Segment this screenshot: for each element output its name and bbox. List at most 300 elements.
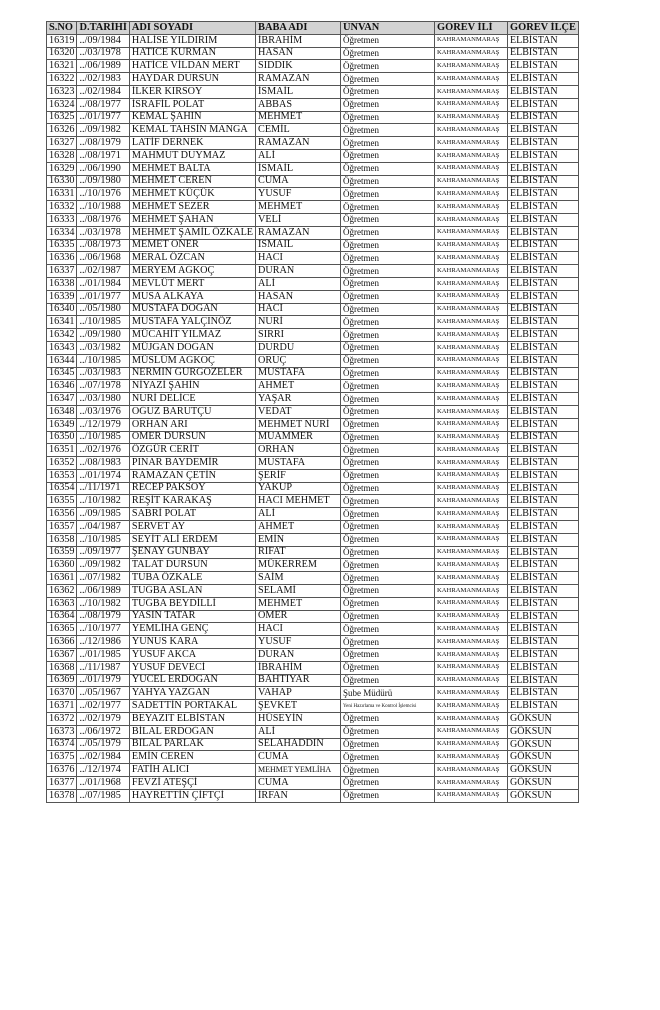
cell-duty-province: KAHRAMANMARAŞ (435, 597, 508, 610)
cell-full-name: MEHMET BALTA (129, 162, 255, 175)
cell-title: Öğretmen (341, 213, 435, 226)
cell-father-name: HACI (256, 623, 341, 636)
cell-title: Öğretmen (341, 380, 435, 393)
cell-father-name: DURDU (256, 341, 341, 354)
cell-title: Öğretmen (341, 469, 435, 482)
cell-sno: 16371 (47, 700, 77, 713)
cell-full-name: YEMLİHA GENÇ (129, 623, 255, 636)
cell-duty-district: ELBİSTAN (508, 111, 579, 124)
cell-sno: 16319 (47, 34, 77, 47)
cell-title: Öğretmen (341, 482, 435, 495)
cell-father-name: HÜSEYİN (256, 713, 341, 726)
cell-duty-district: ELBİSTAN (508, 623, 579, 636)
cell-birth-date: ../09/1984 (77, 34, 129, 47)
cell-title: Öğretmen (341, 277, 435, 290)
cell-duty-district: ELBİSTAN (508, 649, 579, 662)
cell-birth-date: ../08/1979 (77, 610, 129, 623)
cell-full-name: KEMAL ŞAHİN (129, 111, 255, 124)
cell-birth-date: ../11/1987 (77, 661, 129, 674)
cell-sno: 16376 (47, 764, 77, 777)
header-sno: S.NO (47, 22, 77, 35)
header-duty-district: GÖREV İLÇE (508, 22, 579, 35)
cell-duty-district: ELBİSTAN (508, 585, 579, 598)
cell-father-name: MEHMET YEMLİHA (256, 764, 341, 777)
cell-title: Öğretmen (341, 137, 435, 150)
cell-sno: 16350 (47, 431, 77, 444)
cell-father-name: YUSUF (256, 188, 341, 201)
cell-full-name: TUBA ÖZKALE (129, 572, 255, 585)
cell-sno: 16320 (47, 47, 77, 60)
cell-title: Öğretmen (341, 789, 435, 802)
cell-duty-district: ELBİSTAN (508, 444, 579, 457)
cell-title: Öğretmen (341, 252, 435, 265)
cell-sno: 16346 (47, 380, 77, 393)
cell-father-name: RAMAZAN (256, 137, 341, 150)
cell-father-name: İBRAHİM (256, 661, 341, 674)
cell-duty-district: ELBİSTAN (508, 661, 579, 674)
table-row (47, 111, 579, 124)
table-row (47, 713, 579, 726)
cell-duty-district: ELBİSTAN (508, 329, 579, 342)
cell-title: Öğretmen (341, 597, 435, 610)
cell-sno: 16345 (47, 367, 77, 380)
cell-title: Öğretmen (341, 405, 435, 418)
cell-father-name: RİFAT (256, 546, 341, 559)
table-row (47, 149, 579, 162)
cell-full-name: SEYİT ALİ ERDEM (129, 533, 255, 546)
cell-birth-date: ../01/1974 (77, 469, 129, 482)
cell-full-name: PINAR BAYDEMİR (129, 457, 255, 470)
cell-birth-date: ../05/1980 (77, 303, 129, 316)
cell-sno: 16340 (47, 303, 77, 316)
cell-title: Öğretmen (341, 610, 435, 623)
table-row (47, 751, 579, 764)
cell-duty-district: ELBİSTAN (508, 559, 579, 572)
cell-father-name: MUSTAFA (256, 457, 341, 470)
cell-duty-province: KAHRAMANMARAŞ (435, 213, 508, 226)
table-row (47, 175, 579, 188)
cell-duty-district: ELBİSTAN (508, 303, 579, 316)
cell-birth-date: ../03/1978 (77, 226, 129, 239)
cell-title: Öğretmen (341, 162, 435, 175)
cell-birth-date: ../02/1976 (77, 444, 129, 457)
cell-duty-province: KAHRAMANMARAŞ (435, 175, 508, 188)
table-row (47, 789, 579, 802)
cell-father-name: ORUÇ (256, 354, 341, 367)
cell-duty-district: ELBİSTAN (508, 188, 579, 201)
cell-sno: 16327 (47, 137, 77, 150)
table-row (47, 559, 579, 572)
cell-full-name: EMİN CEREN (129, 751, 255, 764)
cell-duty-district: ELBİSTAN (508, 354, 579, 367)
cell-birth-date: ../08/1973 (77, 239, 129, 252)
cell-duty-province: KAHRAMANMARAŞ (435, 316, 508, 329)
table-row (47, 367, 579, 380)
cell-birth-date: ../06/1990 (77, 162, 129, 175)
cell-birth-date: ../08/1971 (77, 149, 129, 162)
cell-birth-date: ../10/1985 (77, 316, 129, 329)
cell-duty-district: GÖKSUN (508, 764, 579, 777)
cell-sno: 16337 (47, 265, 77, 278)
cell-father-name: EMİN (256, 533, 341, 546)
cell-duty-district: ELBİSTAN (508, 495, 579, 508)
cell-sno: 16364 (47, 610, 77, 623)
cell-title: Öğretmen (341, 636, 435, 649)
cell-title: Öğretmen (341, 649, 435, 662)
cell-birth-date: ../09/1985 (77, 508, 129, 521)
table-row (47, 265, 579, 278)
cell-sno: 16352 (47, 457, 77, 470)
cell-father-name: HACI MEHMET (256, 495, 341, 508)
cell-duty-district: ELBİSTAN (508, 239, 579, 252)
cell-duty-province: KAHRAMANMARAŞ (435, 521, 508, 534)
cell-duty-district: ELBİSTAN (508, 674, 579, 687)
cell-father-name: SELAMİ (256, 585, 341, 598)
cell-title: Öğretmen (341, 341, 435, 354)
cell-duty-district: GÖKSUN (508, 713, 579, 726)
cell-birth-date: ../02/1987 (77, 265, 129, 278)
cell-father-name: YAŞAR (256, 393, 341, 406)
cell-duty-district: ELBİSTAN (508, 482, 579, 495)
cell-full-name: MEMET ÖNER (129, 239, 255, 252)
cell-full-name: TALAT DURSUN (129, 559, 255, 572)
cell-sno: 16339 (47, 290, 77, 303)
table-row (47, 354, 579, 367)
cell-birth-date: ../12/1979 (77, 418, 129, 431)
cell-birth-date: ../01/1979 (77, 674, 129, 687)
cell-title: Öğretmen (341, 239, 435, 252)
header-birth-date: D.TARİHİ (77, 22, 129, 35)
cell-birth-date: ../03/1983 (77, 367, 129, 380)
cell-birth-date: ../02/1983 (77, 73, 129, 86)
table-row (47, 380, 579, 393)
cell-duty-province: KAHRAMANMARAŞ (435, 738, 508, 751)
table-row (47, 597, 579, 610)
cell-birth-date: ../10/1977 (77, 623, 129, 636)
cell-birth-date: ../01/1984 (77, 277, 129, 290)
cell-full-name: RECEP PAKSOY (129, 482, 255, 495)
cell-title: Öğretmen (341, 226, 435, 239)
cell-full-name: YUSUF DEVECİ (129, 661, 255, 674)
cell-duty-district: ELBİSTAN (508, 149, 579, 162)
cell-father-name: AHMET (256, 521, 341, 534)
cell-duty-province: KAHRAMANMARAŞ (435, 508, 508, 521)
cell-duty-district: ELBİSTAN (508, 226, 579, 239)
cell-sno: 16331 (47, 188, 77, 201)
cell-duty-district: GÖKSUN (508, 738, 579, 751)
cell-father-name: İSMAİL (256, 162, 341, 175)
cell-father-name: ALİ (256, 277, 341, 290)
cell-duty-district: GÖKSUN (508, 789, 579, 802)
cell-sno: 16361 (47, 572, 77, 585)
cell-sno: 16330 (47, 175, 77, 188)
cell-title: Öğretmen (341, 764, 435, 777)
cell-father-name: CEMİL (256, 124, 341, 137)
cell-duty-district: ELBİSTAN (508, 85, 579, 98)
cell-title: Öğretmen (341, 751, 435, 764)
cell-birth-date: ../10/1985 (77, 354, 129, 367)
personnel-table (46, 21, 579, 803)
cell-full-name: NERMİN GÜRGÖZELER (129, 367, 255, 380)
cell-full-name: HATİCE VİLDAN MERT (129, 60, 255, 73)
cell-birth-date: ../09/1977 (77, 546, 129, 559)
cell-full-name: MERYEM AĞKOÇ (129, 265, 255, 278)
table-row (47, 725, 579, 738)
cell-title: Öğretmen (341, 290, 435, 303)
cell-duty-province: KAHRAMANMARAŞ (435, 149, 508, 162)
table-row (47, 482, 579, 495)
cell-duty-province: KAHRAMANMARAŞ (435, 789, 508, 802)
cell-duty-district: GÖKSUN (508, 751, 579, 764)
cell-birth-date: ../07/1978 (77, 380, 129, 393)
table-row (47, 444, 579, 457)
cell-sno: 16368 (47, 661, 77, 674)
cell-father-name: VEDAT (256, 405, 341, 418)
cell-father-name: CUMA (256, 175, 341, 188)
cell-full-name: KEMAL TAHSİN MANGA (129, 124, 255, 137)
cell-sno: 16342 (47, 329, 77, 342)
table-row (47, 546, 579, 559)
cell-duty-province: KAHRAMANMARAŞ (435, 457, 508, 470)
cell-title: Öğretmen (341, 444, 435, 457)
cell-sno: 16335 (47, 239, 77, 252)
cell-sno: 16326 (47, 124, 77, 137)
cell-duty-province: KAHRAMANMARAŞ (435, 533, 508, 546)
cell-duty-district: ELBİSTAN (508, 418, 579, 431)
cell-duty-province: KAHRAMANMARAŞ (435, 162, 508, 175)
cell-full-name: MÜSLÜM AĞKOÇ (129, 354, 255, 367)
header-full-name: ADI SOYADI (129, 22, 255, 35)
cell-duty-province: KAHRAMANMARAŞ (435, 329, 508, 342)
table-row (47, 649, 579, 662)
cell-duty-district: ELBİSTAN (508, 47, 579, 60)
table-row (47, 623, 579, 636)
cell-father-name: CUMA (256, 751, 341, 764)
cell-father-name: HASAN (256, 47, 341, 60)
table-row (47, 252, 579, 265)
cell-father-name: RAMAZAN (256, 226, 341, 239)
cell-birth-date: ../10/1985 (77, 431, 129, 444)
cell-title: Öğretmen (341, 431, 435, 444)
cell-full-name: MUSTAFA YALÇINÖZ (129, 316, 255, 329)
cell-father-name: SIRRI (256, 329, 341, 342)
cell-duty-province: KAHRAMANMARAŞ (435, 444, 508, 457)
cell-title: Öğretmen (341, 98, 435, 111)
cell-title: Öğretmen (341, 316, 435, 329)
cell-duty-province: KAHRAMANMARAŞ (435, 60, 508, 73)
cell-duty-province: KAHRAMANMARAŞ (435, 290, 508, 303)
table-row (47, 585, 579, 598)
table-row (47, 700, 579, 713)
cell-birth-date: ../12/1974 (77, 764, 129, 777)
cell-title: Öğretmen (341, 495, 435, 508)
cell-duty-province: KAHRAMANMARAŞ (435, 636, 508, 649)
table-row (47, 533, 579, 546)
cell-full-name: MEHMET ŞAMİL ÖZKALE (129, 226, 255, 239)
cell-sno: 16359 (47, 546, 77, 559)
cell-birth-date: ../09/1980 (77, 329, 129, 342)
cell-duty-province: KAHRAMANMARAŞ (435, 674, 508, 687)
cell-sno: 16373 (47, 725, 77, 738)
cell-title: Öğretmen (341, 303, 435, 316)
cell-full-name: YÜCEL ERDOĞAN (129, 674, 255, 687)
cell-title: Öğretmen (341, 73, 435, 86)
cell-duty-district: GÖKSUN (508, 725, 579, 738)
cell-duty-district: ELBİSTAN (508, 700, 579, 713)
table-row (47, 73, 579, 86)
cell-duty-province: KAHRAMANMARAŞ (435, 380, 508, 393)
cell-birth-date: ../07/1982 (77, 572, 129, 585)
cell-father-name: İSMAİL (256, 85, 341, 98)
cell-duty-district: ELBİSTAN (508, 521, 579, 534)
table-row (47, 661, 579, 674)
cell-father-name: MEHMET (256, 597, 341, 610)
cell-birth-date: ../09/1980 (77, 175, 129, 188)
cell-sno: 16322 (47, 73, 77, 86)
cell-duty-province: KAHRAMANMARAŞ (435, 226, 508, 239)
table-row (47, 674, 579, 687)
cell-father-name: MEHMET (256, 111, 341, 124)
cell-duty-province: KAHRAMANMARAŞ (435, 585, 508, 598)
cell-full-name: SADETTİN PORTAKAL (129, 700, 255, 713)
cell-duty-province: KAHRAMANMARAŞ (435, 252, 508, 265)
table-row (47, 188, 579, 201)
cell-full-name: ORHAN ARI (129, 418, 255, 431)
cell-birth-date: ../08/1976 (77, 213, 129, 226)
cell-sno: 16366 (47, 636, 77, 649)
cell-title: Öğretmen (341, 713, 435, 726)
cell-birth-date: ../01/1977 (77, 290, 129, 303)
cell-duty-district: ELBİSTAN (508, 597, 579, 610)
cell-sno: 16347 (47, 393, 77, 406)
cell-duty-district: ELBİSTAN (508, 252, 579, 265)
cell-father-name: MEHMET (256, 201, 341, 214)
cell-father-name: ALİ (256, 725, 341, 738)
cell-duty-district: ELBİSTAN (508, 98, 579, 111)
cell-duty-province: KAHRAMANMARAŞ (435, 354, 508, 367)
cell-sno: 16378 (47, 789, 77, 802)
cell-title: Öğretmen (341, 265, 435, 278)
cell-sno: 16370 (47, 687, 77, 700)
cell-sno: 16343 (47, 341, 77, 354)
cell-full-name: İLKER KIRSOY (129, 85, 255, 98)
cell-sno: 16341 (47, 316, 77, 329)
cell-father-name: İRFAN (256, 789, 341, 802)
cell-sno: 16328 (47, 149, 77, 162)
cell-full-name: MEVLÜT MERT (129, 277, 255, 290)
cell-full-name: MEHMET CEREN (129, 175, 255, 188)
cell-sno: 16356 (47, 508, 77, 521)
cell-duty-province: KAHRAMANMARAŞ (435, 687, 508, 700)
cell-full-name: MEHMET SEZER (129, 201, 255, 214)
cell-title: Öğretmen (341, 47, 435, 60)
cell-full-name: MEHMET ŞAHAN (129, 213, 255, 226)
cell-father-name: MEHMET NURİ (256, 418, 341, 431)
cell-duty-province: KAHRAMANMARAŞ (435, 649, 508, 662)
cell-title: Öğretmen (341, 393, 435, 406)
cell-duty-province: KAHRAMANMARAŞ (435, 431, 508, 444)
cell-sno: 16329 (47, 162, 77, 175)
cell-sno: 16353 (47, 469, 77, 482)
table-row (47, 213, 579, 226)
cell-birth-date: ../10/1982 (77, 597, 129, 610)
cell-duty-province: KAHRAMANMARAŞ (435, 482, 508, 495)
table-row (47, 226, 579, 239)
cell-duty-province: KAHRAMANMARAŞ (435, 751, 508, 764)
cell-sno: 16365 (47, 623, 77, 636)
cell-title: Öğretmen (341, 674, 435, 687)
cell-duty-province: KAHRAMANMARAŞ (435, 277, 508, 290)
cell-father-name: SELAHADDİN (256, 738, 341, 751)
table-row (47, 34, 579, 47)
cell-father-name: ÖMER (256, 610, 341, 623)
table-row (47, 418, 579, 431)
cell-sno: 16349 (47, 418, 77, 431)
cell-duty-district: ELBİSTAN (508, 265, 579, 278)
cell-duty-district: ELBİSTAN (508, 34, 579, 47)
cell-full-name: HALİSE YILDIRIM (129, 34, 255, 47)
cell-sno: 16374 (47, 738, 77, 751)
cell-duty-district: ELBİSTAN (508, 405, 579, 418)
cell-title: Öğretmen (341, 367, 435, 380)
cell-birth-date: ../01/1968 (77, 777, 129, 790)
cell-duty-district: ELBİSTAN (508, 636, 579, 649)
table-row (47, 431, 579, 444)
cell-full-name: BİLAL PARLAK (129, 738, 255, 751)
table-row (47, 239, 579, 252)
header-father-name: BABA ADI (256, 22, 341, 35)
table-row (47, 47, 579, 60)
cell-title: Öğretmen (341, 546, 435, 559)
table-row (47, 508, 579, 521)
cell-duty-province: KAHRAMANMARAŞ (435, 764, 508, 777)
cell-full-name: YAHYA YAZGAN (129, 687, 255, 700)
cell-duty-district: ELBİSTAN (508, 162, 579, 175)
cell-father-name: YUSUF (256, 636, 341, 649)
table-row (47, 341, 579, 354)
cell-duty-province: KAHRAMANMARAŞ (435, 341, 508, 354)
cell-duty-district: ELBİSTAN (508, 175, 579, 188)
cell-duty-district: ELBİSTAN (508, 367, 579, 380)
cell-title: Öğretmen (341, 418, 435, 431)
cell-duty-province: KAHRAMANMARAŞ (435, 700, 508, 713)
cell-sno: 16348 (47, 405, 77, 418)
cell-full-name: LATİF DERNEK (129, 137, 255, 150)
cell-birth-date: ../03/1978 (77, 47, 129, 60)
cell-father-name: MUSTAFA (256, 367, 341, 380)
cell-title: Öğretmen (341, 725, 435, 738)
cell-sno: 16358 (47, 533, 77, 546)
cell-title: Öğretmen (341, 201, 435, 214)
cell-full-name: FEVZİ ATEŞÇİ (129, 777, 255, 790)
cell-sno: 16369 (47, 674, 77, 687)
cell-title: Öğretmen (341, 533, 435, 546)
cell-full-name: ŞENAY GÜNBAY (129, 546, 255, 559)
cell-title: Öğretmen (341, 60, 435, 73)
cell-title: Öğretmen (341, 329, 435, 342)
table-row (47, 98, 579, 111)
cell-duty-district: ELBİSTAN (508, 457, 579, 470)
cell-duty-province: KAHRAMANMARAŞ (435, 495, 508, 508)
cell-birth-date: ../03/1980 (77, 393, 129, 406)
table-row (47, 137, 579, 150)
cell-birth-date: ../02/1984 (77, 751, 129, 764)
cell-birth-date: ../06/1989 (77, 585, 129, 598)
cell-title: Öğretmen (341, 508, 435, 521)
cell-full-name: ÖZGÜR CERİT (129, 444, 255, 457)
cell-father-name: MÜKERREM (256, 559, 341, 572)
cell-full-name: ÖMER DURSUN (129, 431, 255, 444)
